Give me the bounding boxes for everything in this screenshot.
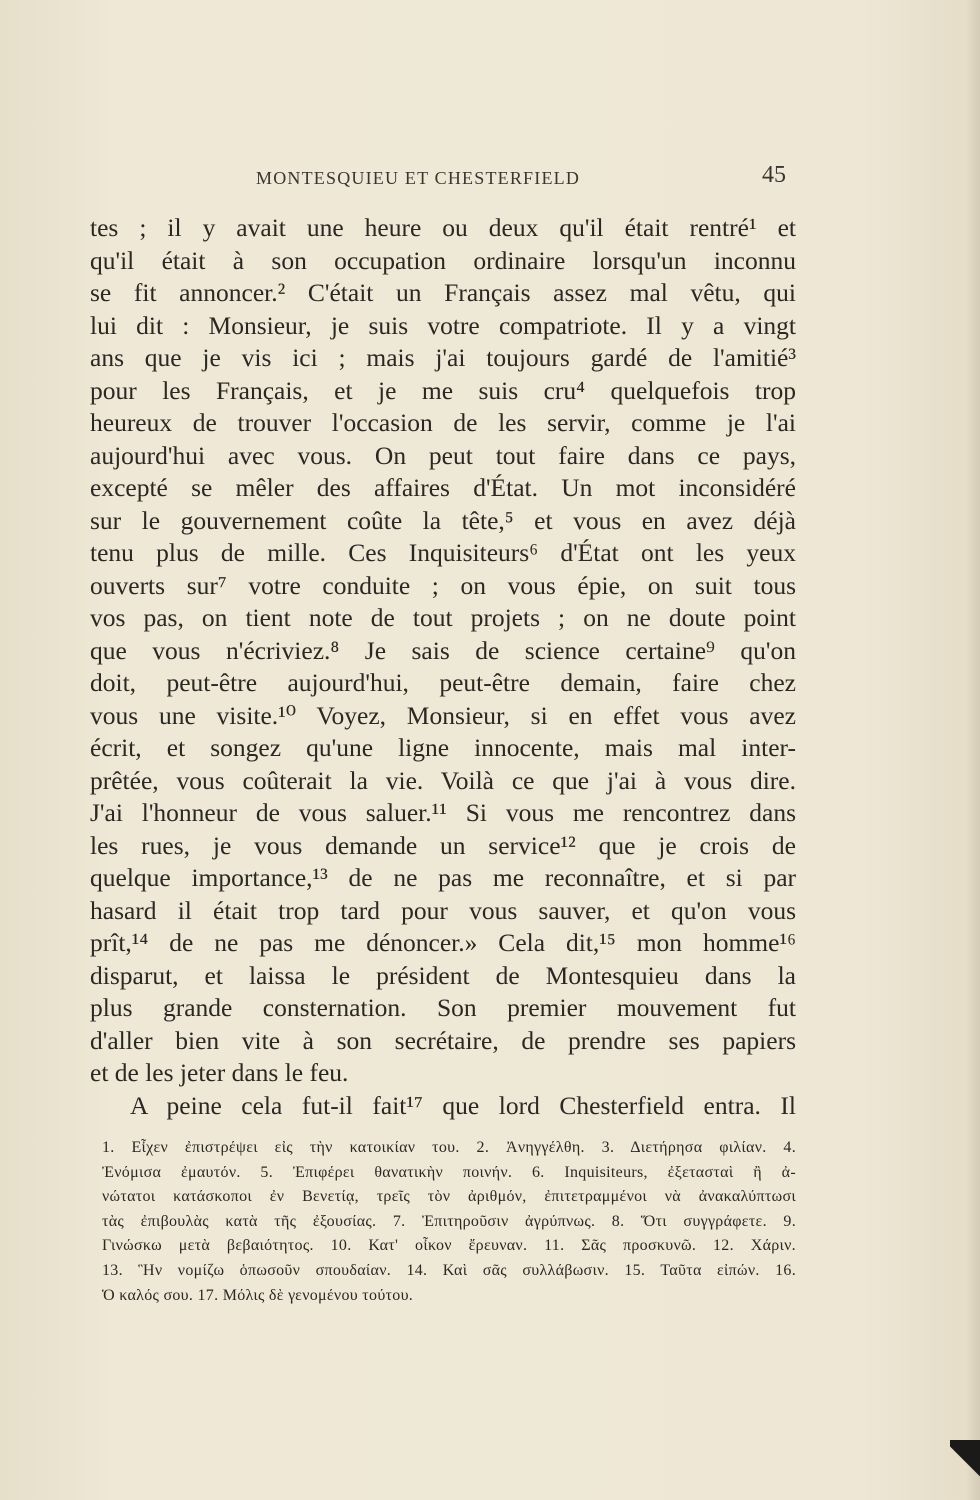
running-title: MONTESQUIEU ET CHESTERFIELD: [256, 168, 581, 188]
text-line: plus grande consternation. Son premier mouvement fut: [90, 993, 796, 1022]
footnote-line: τὰς ἐπιβουλὰς κατὰ τῆς ἐξουσίας. 7. Ἐπιτηροῦσιν ἀγρύπνως. 8. Ὅτι συγγράφετε. 9.: [102, 1212, 796, 1230]
text-line: J'ai l'honneur de vous saluer.¹¹ Si vous me rencontrez dans: [90, 798, 796, 827]
text-line: prêtée, vous coûterait la vie. Voilà ce que j'ai à vous dire.: [90, 765, 796, 795]
paragraph-start-line: A peine cela fut-il fait¹⁷ que lord Chesterfield entra. Il: [130, 1090, 796, 1120]
footnote-line: 1. Εἶχεν ἐπιστρέψει εἰς τὴν κατοικίαν του. 2. Ἀνηγγέλθη. 3. Διετήρησα φιλίαν. 4.: [102, 1139, 796, 1156]
text-line: tes ; il y avait une heure ou deux qu'il était rentré¹ et: [90, 213, 796, 242]
text-line: écrit, et songez qu'une ligne innocente, mais mal inter-: [90, 733, 796, 762]
main-text: [90, 212, 796, 1122]
footnotes: [102, 1136, 796, 1308]
footnote-line: νώτατοι κατάσκοποι ἐν Βενετίᾳ, τρεῖς τὸν ἀριθμόν, ἐπιτετραμμένοι νὰ ἀνακαλύπτωσι: [102, 1188, 796, 1206]
text-line: doit, peut-être aujourd'hui, peut-être demain, faire chez: [90, 668, 796, 697]
text-line: ouverts sur⁷ votre conduite ; on vous épie, on suit tous: [90, 570, 796, 600]
text-line: les rues, je vous demande un service¹² que je crois de: [90, 830, 796, 860]
text-line: prît,¹⁴ de ne pas me dénoncer.» Cela dit,¹⁵ mon homme¹⁶: [90, 928, 796, 957]
page-corner: [950, 1440, 980, 1500]
footnote-line: 13. Ἣν νομίζω ὁπωσοῦν σπουδαίαν. 14. Καὶ σᾶς συλλάβωσιν. 15. Ταῦτα εἰπών. 16.: [102, 1261, 796, 1279]
page-number: 45: [762, 162, 786, 188]
text-line: vous une visite.¹⁰ Voyez, Monsieur, si en effet vous avez: [90, 700, 796, 730]
text-line: ans que je vis ici ; mais j'ai toujours gardé de l'amitié³: [90, 343, 796, 372]
text-line: tenu plus de mille. Ces Inquisiteurs⁶ d'État ont les yeux: [90, 538, 796, 567]
footnote-line: Ἐνόμισα ἐμαυτόν. 5. Ἐπιφέρει θανατικὴν ποινήν. 6. Inquisiteurs, ἐξετασταὶ ἢ ἀ-: [102, 1163, 796, 1181]
text-line: d'aller bien vite à son secrétaire, de prendre ses papiers: [90, 1025, 796, 1055]
page-header: [90, 162, 790, 194]
page-edge-shadow: [966, 0, 980, 1500]
text-line: aujourd'hui avec vous. On peut tout faire dans ce pays,: [90, 440, 796, 470]
footnote-line: Γινώσκω μετὰ βεβαιότητος. 10. Κατ' οἶκον ἔρευναν. 11. Σᾶς προσκυνῶ. 12. Χάριν.: [102, 1237, 796, 1255]
text-line: heureux de trouver l'occasion de les servir, comme je l'ai: [90, 408, 796, 437]
text-line: pour les Français, et je me suis cru⁴ quelquefois trop: [90, 375, 796, 405]
text-line: que vous n'écriviez.⁸ Je sais de science certaine⁹ qu'on: [90, 635, 796, 665]
text-line: quelque importance,¹³ de ne pas me reconnaître, et si par: [90, 863, 796, 892]
text-line: disparut, et laissa le président de Montesquieu dans la: [90, 960, 796, 990]
text-line: se fit annoncer.² C'était un Français assez mal vêtu, qui: [90, 278, 796, 307]
footnote-line: Ὁ καλός σου. 17. Μόλις δὲ γενομένου τούτου.: [102, 1286, 414, 1304]
text-line: vos pas, on tient note de tout projets ; on ne doute point: [90, 603, 796, 632]
text-line: hasard il était trop tard pour vous sauver, et qu'on vous: [90, 895, 796, 925]
text-line: sur le gouvernement coûte la tête,⁵ et vous en avez déjà: [90, 505, 796, 535]
text-line: lui dit : Monsieur, je suis votre compatriote. Il y a vingt: [90, 310, 796, 340]
text-line: excepté se mêler des affaires d'État. Un mot inconsidéré: [90, 473, 796, 502]
paragraph-end-line: et de les jeter dans le feu.: [90, 1058, 349, 1087]
text-line: qu'il était à son occupation ordinaire lorsqu'un inconnu: [90, 245, 796, 275]
